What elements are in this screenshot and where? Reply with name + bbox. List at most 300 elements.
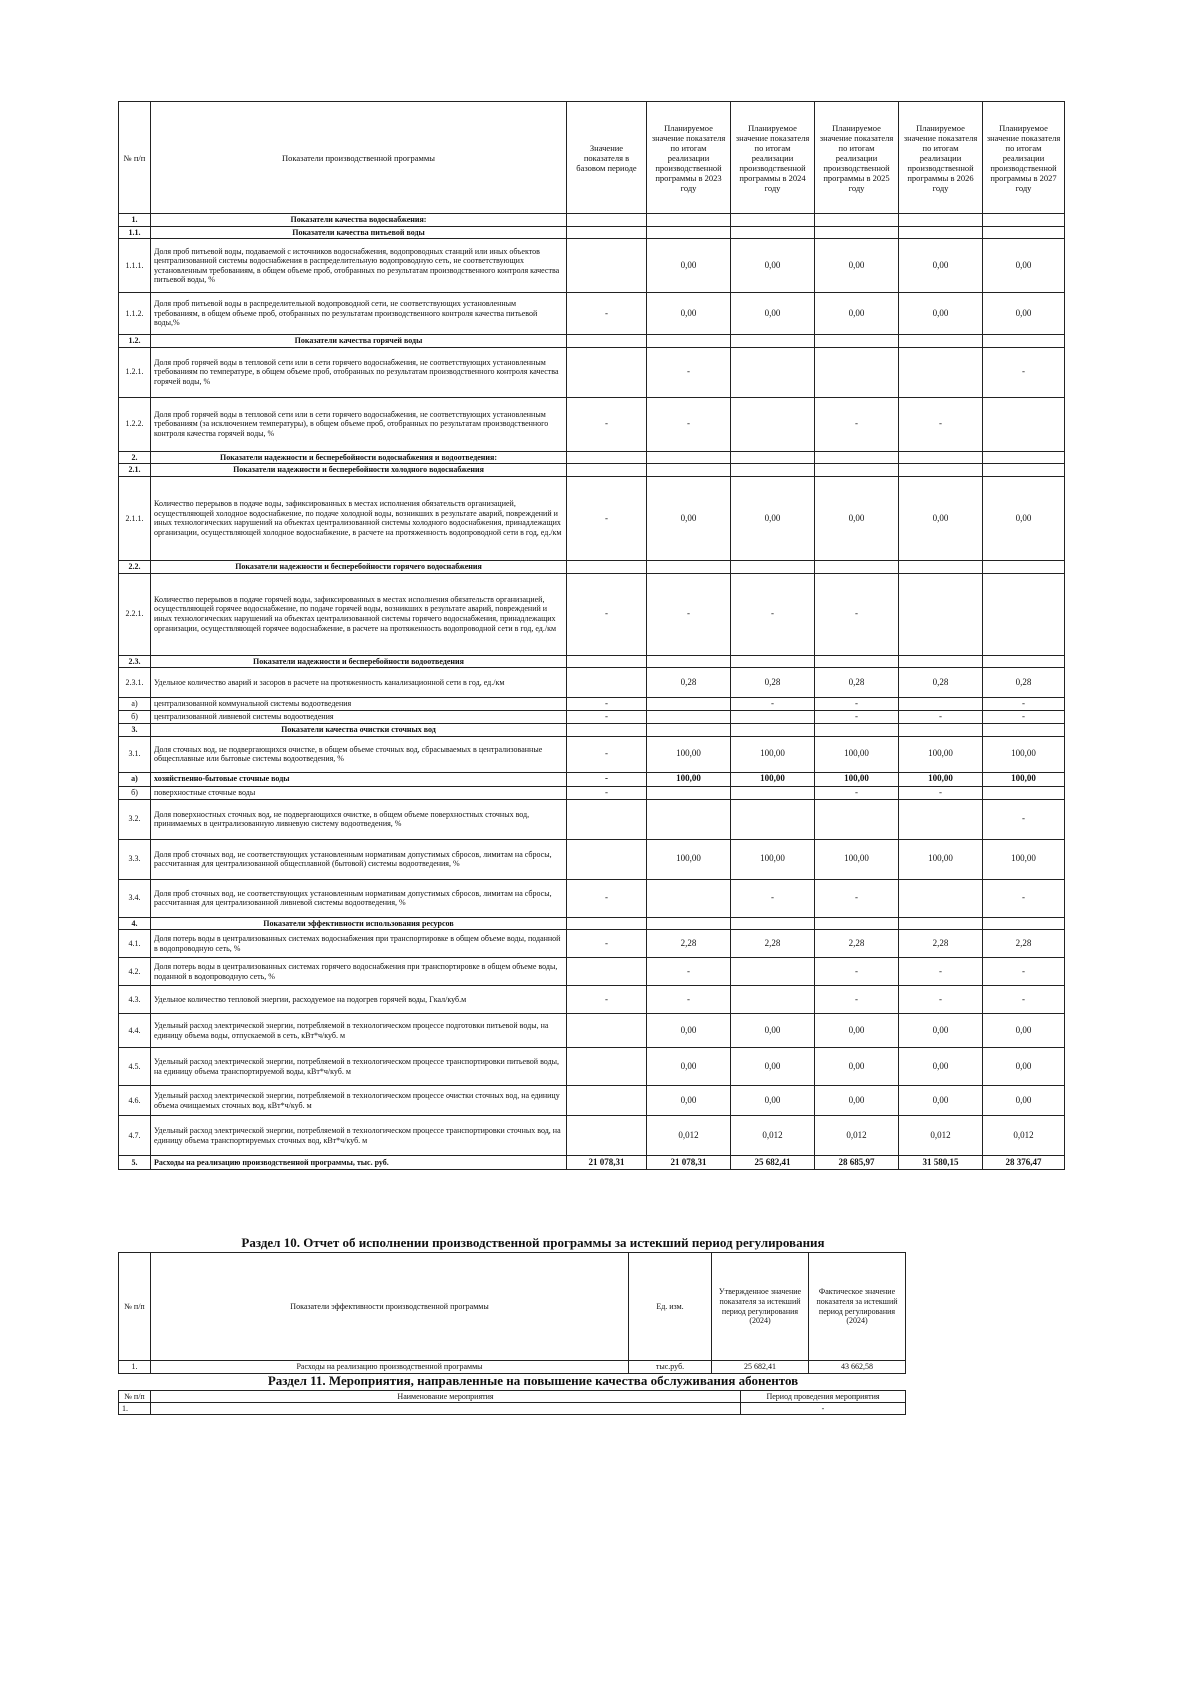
value-base: - [567, 476, 647, 560]
s11-num: 1. [119, 1403, 151, 1415]
value-2024 [731, 560, 815, 573]
value-2024: 0,00 [731, 476, 815, 560]
value-2027: 0,00 [983, 476, 1065, 560]
s10-actual: 43 662,58 [809, 1361, 906, 1374]
indicator-name: централизованной коммунальной системы водоотведения [151, 698, 567, 711]
row-number: 1.1.1. [119, 239, 151, 293]
value-2024 [731, 917, 815, 930]
s10-header-approved: Утвержденное значение показателя за истекший период регулирования (2024) [712, 1253, 809, 1361]
value-base: - [567, 397, 647, 451]
table-row [119, 799, 1065, 839]
value-2023 [647, 786, 731, 799]
indicator-name: Удельный расход электрической энергии, потребляемой в технологическом процессе транспортировки сточных вод, на единицу объема транспортируемых сточных вод, кВт*ч/куб. м [151, 1116, 567, 1156]
value-2024: 100,00 [731, 772, 815, 786]
value-2023 [647, 560, 731, 573]
section-heading: Показатели надежности и бесперебойности водоснабжения и водоотведения: [151, 451, 567, 464]
value-2027 [983, 397, 1065, 451]
value-2023: - [647, 986, 731, 1014]
section-10-table [118, 1252, 906, 1374]
section-heading: Показатели эффективности использования ресурсов [151, 917, 567, 930]
value-2025 [815, 560, 899, 573]
value-2023 [647, 698, 731, 711]
value-2023: 100,00 [647, 736, 731, 772]
value-2025: 0,00 [815, 476, 899, 560]
indicator-name: Удельный расход электрической энергии, потребляемой в технологическом процессе подготовки питьевой воды, на единицу объема воды, отпускаемой в сеть, кВт*ч/куб. м [151, 1014, 567, 1048]
value-base [567, 335, 647, 348]
value-2025 [815, 335, 899, 348]
row-number: 4.1. [119, 930, 151, 958]
value-base [567, 464, 647, 477]
value-2027: 28 376,47 [983, 1156, 1065, 1170]
value-2026 [899, 698, 983, 711]
value-base: - [567, 711, 647, 724]
col-header-2024: Планируемое значение показателя по итогам реализации производственной программы в 2024 году [731, 102, 815, 214]
value-2026 [899, 214, 983, 227]
s10-num: 1. [119, 1361, 151, 1374]
indicator-name: Доля потерь воды в централизованных системах горячего водоснабжения при транспортировке в общем объеме воды, поданной в водопроводную сеть, % [151, 958, 567, 986]
table-row [119, 1156, 1065, 1170]
value-2024: 0,00 [731, 293, 815, 335]
row-number: 4.6. [119, 1086, 151, 1116]
table-row [119, 786, 1065, 799]
value-2024: 0,28 [731, 668, 815, 698]
indicator-name: Удельное количество аварий и засоров в расчете на протяженность канализационной сети в год, ед./км [151, 668, 567, 698]
value-2024: - [731, 573, 815, 655]
value-2025 [815, 451, 899, 464]
indicator-name: Количество перерывов в подаче воды, зафиксированных в местах исполнения обязательств организацией, осуществляющей холодное водоснабжение, по подаче холодной воды, возникших в результате аварий, повреждений и иных технологических нарушений на объектах централизованной системы холодного водоснабжения, принадлежащих организации, осуществляющей холодное водоснабжение, в расчете на протяженность водопроводной сети в год, ед./км [151, 476, 567, 560]
value-2023: 0,00 [647, 239, 731, 293]
value-2025: 28 685,97 [815, 1156, 899, 1170]
value-2026: 0,00 [899, 1048, 983, 1086]
value-2026: 0,00 [899, 1014, 983, 1048]
value-base [567, 1048, 647, 1086]
section-heading: Показатели надежности и бесперебойности горячего водоснабжения [151, 560, 567, 573]
col-header-name: Показатели производственной программы [151, 102, 567, 214]
value-2026: 0,012 [899, 1116, 983, 1156]
value-2024: 0,00 [731, 1086, 815, 1116]
table-row [119, 1116, 1065, 1156]
table-row [119, 698, 1065, 711]
s10-unit: тыс.руб. [629, 1361, 712, 1374]
value-2023: - [647, 573, 731, 655]
value-2027 [983, 724, 1065, 737]
value-2026 [899, 799, 983, 839]
s10-header-actual: Фактическое значение показателя за истекший период регулирования (2024) [809, 1253, 906, 1361]
value-2027: 0,012 [983, 1116, 1065, 1156]
table-row [119, 1403, 906, 1415]
value-base: - [567, 879, 647, 917]
value-2027: - [983, 347, 1065, 397]
value-2026: - [899, 786, 983, 799]
table-row [119, 668, 1065, 698]
table-row [119, 986, 1065, 1014]
section-row [119, 335, 1065, 348]
table-row [119, 239, 1065, 293]
value-2025: 0,00 [815, 1086, 899, 1116]
value-base [567, 655, 647, 668]
value-2026 [899, 226, 983, 239]
value-base [567, 1116, 647, 1156]
value-base: - [567, 930, 647, 958]
value-2023 [647, 724, 731, 737]
value-2023 [647, 799, 731, 839]
row-number: б) [119, 786, 151, 799]
value-2023: 21 078,31 [647, 1156, 731, 1170]
value-2026: 2,28 [899, 930, 983, 958]
value-base [567, 724, 647, 737]
value-2026 [899, 347, 983, 397]
section-10-title: Раздел 10. Отчет об исполнении производственной программы за истекший период регулирования [241, 1235, 825, 1250]
value-2025: - [815, 786, 899, 799]
table-row [119, 1361, 906, 1374]
value-2027: - [983, 799, 1065, 839]
table-row [119, 958, 1065, 986]
value-2027: 2,28 [983, 930, 1065, 958]
s11-period: - [741, 1403, 906, 1415]
value-base [567, 560, 647, 573]
row-number: 2.3.1. [119, 668, 151, 698]
value-2024: - [731, 698, 815, 711]
value-2024 [731, 799, 815, 839]
value-2023: 0,00 [647, 1048, 731, 1086]
row-number: 3.2. [119, 799, 151, 839]
value-2027: - [983, 711, 1065, 724]
value-2027: - [983, 986, 1065, 1014]
row-number: 2. [119, 451, 151, 464]
indicator-name: Доля проб питьевой воды, подаваемой с источников водоснабжения, водопроводных станций или иных объектов централизованной системы водоснабжения в распределительную водопроводную сеть, не соответствующих установленным требованиям, в общем объеме проб, отобранных по результатам производственного контроля качества питьевой воды, % [151, 239, 567, 293]
value-2026: - [899, 958, 983, 986]
table-row [119, 930, 1065, 958]
value-2024 [731, 711, 815, 724]
row-number: 4.3. [119, 986, 151, 1014]
value-2025 [815, 214, 899, 227]
value-2026: 0,28 [899, 668, 983, 698]
value-base: - [567, 698, 647, 711]
section-row [119, 560, 1065, 573]
value-base [567, 917, 647, 930]
value-2027: 0,00 [983, 293, 1065, 335]
table-row [119, 293, 1065, 335]
value-2026 [899, 724, 983, 737]
table-header-row [119, 102, 1065, 214]
row-number: 1.1. [119, 226, 151, 239]
value-2023: 0,00 [647, 1014, 731, 1048]
indicator-name: Доля поверхностных сточных вод, не подвергающихся очистке, в общем объеме поверхностных сточных вод, принимаемых в централизованную ливневую систему водоотведения, % [151, 799, 567, 839]
value-2025: 100,00 [815, 736, 899, 772]
value-2023 [647, 655, 731, 668]
value-2027 [983, 214, 1065, 227]
value-2024 [731, 451, 815, 464]
value-2026 [899, 560, 983, 573]
value-2025: 0,012 [815, 1116, 899, 1156]
indicator-name: Доля проб горячей воды в тепловой сети или в сети горячего водоснабжения, не соответствующих установленным требованиям по температуре, в общем объеме проб, отобранных по результатам производственного контроля качества горячей воды, % [151, 347, 567, 397]
value-2024 [731, 214, 815, 227]
section-11-header-row [119, 1391, 906, 1403]
row-number: 4.5. [119, 1048, 151, 1086]
value-2027 [983, 464, 1065, 477]
row-number: б) [119, 711, 151, 724]
section-heading: Показатели качества очистки сточных вод [151, 724, 567, 737]
value-2024: 2,28 [731, 930, 815, 958]
value-2027: 0,00 [983, 239, 1065, 293]
table-row [119, 1086, 1065, 1116]
value-2023 [647, 335, 731, 348]
value-2025 [815, 226, 899, 239]
value-2025: 100,00 [815, 772, 899, 786]
indicator-name: Удельное количество тепловой энергии, расходуемое на подогрев горячей воды, Гкал/куб.м [151, 986, 567, 1014]
value-2023: 0,28 [647, 668, 731, 698]
value-2023 [647, 917, 731, 930]
value-2027: 0,00 [983, 1086, 1065, 1116]
table-row [119, 476, 1065, 560]
row-number: 2.2. [119, 560, 151, 573]
value-2023: - [647, 397, 731, 451]
value-2024 [731, 958, 815, 986]
value-2024: 100,00 [731, 736, 815, 772]
value-2024 [731, 397, 815, 451]
value-2026: 0,00 [899, 293, 983, 335]
value-2026: - [899, 711, 983, 724]
table-body [119, 214, 1065, 1170]
table-row [119, 772, 1065, 786]
indicator-name: Удельный расход электрической энергии, потребляемой в технологическом процессе очистки сточных вод, на единицу объема очищаемых сточных вод, кВт*ч/куб. м [151, 1086, 567, 1116]
value-2025: - [815, 986, 899, 1014]
indicator-name: Количество перерывов в подаче горячей воды, зафиксированных в местах исполнения обязательств организацией, осуществляющей горячее водоснабжение, по подаче горячей воды, возникших в результате аварий, повреждений и иных технологических нарушений на объектах централизованной системы горячего водоснабжения, принадлежащих организации, осуществляющей горячее водоснабжение, в расчете на протяженность водопроводной сети в год, ед./км [151, 573, 567, 655]
value-2026: - [899, 986, 983, 1014]
value-2026: 100,00 [899, 839, 983, 879]
indicator-name: Доля проб горячей воды в тепловой сети или в сети горячего водоснабжения, не соответствующих установленным требованиям (за исключением температуры), в общем объеме проб, отобранных по результатам производственного контроля качества горячей воды, % [151, 397, 567, 451]
value-2025: 100,00 [815, 839, 899, 879]
production-program-table [118, 101, 1065, 1170]
value-2026: 31 580,15 [899, 1156, 983, 1170]
value-base: - [567, 986, 647, 1014]
s11-header-num: № п/п [119, 1391, 151, 1403]
value-2025: - [815, 698, 899, 711]
row-number: 3.3. [119, 839, 151, 879]
value-base [567, 226, 647, 239]
section-heading: Показатели качества питьевой воды [151, 226, 567, 239]
row-number: 2.1. [119, 464, 151, 477]
row-number: 4. [119, 917, 151, 930]
s10-header-unit: Ед. изм. [629, 1253, 712, 1361]
value-2025 [815, 724, 899, 737]
value-2027 [983, 560, 1065, 573]
section-row [119, 451, 1065, 464]
value-base [567, 347, 647, 397]
section-11-title: Раздел 11. Мероприятия, направленные на повышение качества обслуживания абонентов [267, 1373, 799, 1388]
indicator-name: Доля проб сточных вод, не соответствующих установленным нормативам допустимых сбросов, лимитам на сбросы, рассчитанная для централизованной ливневой системы водоотведения, % [151, 879, 567, 917]
s10-header-name: Показатели эффективности производственной программы [151, 1253, 629, 1361]
value-2027: 0,00 [983, 1048, 1065, 1086]
value-base: - [567, 736, 647, 772]
row-number: 3.1. [119, 736, 151, 772]
row-number: 3. [119, 724, 151, 737]
row-number: 1.2.1. [119, 347, 151, 397]
value-2023: 0,012 [647, 1116, 731, 1156]
value-2025: 0,00 [815, 1014, 899, 1048]
value-2025: 0,00 [815, 1048, 899, 1086]
row-number: 4.7. [119, 1116, 151, 1156]
value-2023: 100,00 [647, 772, 731, 786]
s10-approved: 25 682,41 [712, 1361, 809, 1374]
table-row [119, 397, 1065, 451]
value-2023: - [647, 347, 731, 397]
value-2027 [983, 335, 1065, 348]
section-heading: Показатели качества горячей воды [151, 335, 567, 348]
row-number: а) [119, 772, 151, 786]
value-2023: 2,28 [647, 930, 731, 958]
value-2027 [983, 573, 1065, 655]
value-2024 [731, 226, 815, 239]
table-row [119, 839, 1065, 879]
row-number: 4.4. [119, 1014, 151, 1048]
value-2025 [815, 799, 899, 839]
value-2027 [983, 655, 1065, 668]
value-2026: - [899, 397, 983, 451]
value-2027: 100,00 [983, 736, 1065, 772]
value-2027: - [983, 698, 1065, 711]
table-row [119, 736, 1065, 772]
value-2023: - [647, 958, 731, 986]
value-2027: 100,00 [983, 839, 1065, 879]
value-2027: - [983, 958, 1065, 986]
value-2027: 100,00 [983, 772, 1065, 786]
value-2027 [983, 226, 1065, 239]
value-2024: 25 682,41 [731, 1156, 815, 1170]
value-base: - [567, 786, 647, 799]
value-2024: 100,00 [731, 839, 815, 879]
value-2023 [647, 451, 731, 464]
value-base [567, 668, 647, 698]
value-base: 21 078,31 [567, 1156, 647, 1170]
row-number: 1.2.2. [119, 397, 151, 451]
section-row [119, 917, 1065, 930]
value-2025 [815, 347, 899, 397]
value-2026 [899, 335, 983, 348]
value-2024 [731, 335, 815, 348]
col-header-num: № п/п [119, 102, 151, 214]
row-number: 4.2. [119, 958, 151, 986]
value-2026: 100,00 [899, 736, 983, 772]
value-2023 [647, 226, 731, 239]
value-base: - [567, 772, 647, 786]
row-number: 1.1.2. [119, 293, 151, 335]
table-row [119, 573, 1065, 655]
value-2025: - [815, 879, 899, 917]
section-heading: Показатели надежности и бесперебойности холодного водоснабжения [151, 464, 567, 477]
section-10-header-row [119, 1253, 906, 1361]
value-2023 [647, 879, 731, 917]
value-2023 [647, 711, 731, 724]
value-base [567, 239, 647, 293]
value-2025: 0,00 [815, 293, 899, 335]
row-number: 1.2. [119, 335, 151, 348]
value-2023 [647, 214, 731, 227]
value-2026 [899, 655, 983, 668]
row-number: 2.2.1. [119, 573, 151, 655]
value-2024: 0,00 [731, 239, 815, 293]
col-header-base: Значение показателя в базовом периоде [567, 102, 647, 214]
value-2024 [731, 655, 815, 668]
value-2024: 0,00 [731, 1048, 815, 1086]
value-2024 [731, 986, 815, 1014]
indicator-name: Доля сточных вод, не подвергающихся очистке, в общем объеме сточных вод, сбрасываемых в централизованные общесплавные или бытовые системы водоотведения, % [151, 736, 567, 772]
table-row [119, 879, 1065, 917]
value-base [567, 451, 647, 464]
row-number: 3.4. [119, 879, 151, 917]
value-2025 [815, 917, 899, 930]
section-11-table [118, 1390, 906, 1415]
value-base [567, 214, 647, 227]
value-2024 [731, 724, 815, 737]
value-2024 [731, 464, 815, 477]
s11-header-period: Период проведения мероприятия [741, 1391, 906, 1403]
table-row [119, 347, 1065, 397]
indicator-name: централизованной ливневой системы водоотведения [151, 711, 567, 724]
s11-name [151, 1403, 741, 1415]
value-2025: 0,28 [815, 668, 899, 698]
indicator-name: Удельный расход электрической энергии, потребляемой в технологическом процессе транспортировки питьевой воды, на единицу объема транспортируемой воды, кВт*ч/куб. м [151, 1048, 567, 1086]
value-2027 [983, 451, 1065, 464]
value-2025: - [815, 397, 899, 451]
value-2027: 0,00 [983, 1014, 1065, 1048]
value-2023 [647, 464, 731, 477]
value-base: - [567, 293, 647, 335]
table-row [119, 1048, 1065, 1086]
value-2024: 0,012 [731, 1116, 815, 1156]
value-base [567, 1086, 647, 1116]
value-2024 [731, 786, 815, 799]
value-2026 [899, 451, 983, 464]
table-row [119, 711, 1065, 724]
col-header-2027: Планируемое значение показателя по итогам реализации производственной программы в 2027 году [983, 102, 1065, 214]
row-number: 2.3. [119, 655, 151, 668]
value-2026 [899, 917, 983, 930]
value-2023: 100,00 [647, 839, 731, 879]
col-header-2026: Планируемое значение показателя по итогам реализации производственной программы в 2026 году [899, 102, 983, 214]
value-2025: 0,00 [815, 239, 899, 293]
indicator-name: Доля потерь воды в централизованных системах водоснабжения при транспортировке в общем объеме воды, поданной в водопроводную сеть, % [151, 930, 567, 958]
col-header-2023: Планируемое значение показателя по итогам реализации производственной программы в 2023 году [647, 102, 731, 214]
value-2025: - [815, 573, 899, 655]
value-2023: 0,00 [647, 1086, 731, 1116]
value-base [567, 839, 647, 879]
indicator-name: Доля проб сточных вод, не соответствующих установленным нормативам допустимых сбросов, лимитам на сбросы, рассчитанная для централизованной общесплавной (бытовой) системы водоотведения, % [151, 839, 567, 879]
indicator-name: Доля проб питьевой воды в распределительной водопроводной сети, не соответствующих установленным требованиям, в общем объеме проб, отобранных по результатам производственного контроля качества питьевой воды,% [151, 293, 567, 335]
s10-name: Расходы на реализацию производственной программы [151, 1361, 629, 1374]
section-row [119, 464, 1065, 477]
value-2027: 0,28 [983, 668, 1065, 698]
value-2027: - [983, 879, 1065, 917]
col-header-2025: Планируемое значение показателя по итогам реализации производственной программы в 2025 году [815, 102, 899, 214]
value-base: - [567, 573, 647, 655]
indicator-name: поверхностные сточные воды [151, 786, 567, 799]
value-2026: 0,00 [899, 1086, 983, 1116]
value-2026 [899, 464, 983, 477]
section-heading: Показатели качества водоснабжения: [151, 214, 567, 227]
value-2026: 0,00 [899, 239, 983, 293]
value-2025: - [815, 958, 899, 986]
value-2023: 0,00 [647, 293, 731, 335]
value-base [567, 1014, 647, 1048]
value-2026 [899, 879, 983, 917]
section-row [119, 724, 1065, 737]
indicator-name: хозяйственно-бытовые сточные воды [151, 772, 567, 786]
row-number: 1. [119, 214, 151, 227]
row-number: а) [119, 698, 151, 711]
row-number: 5. [119, 1156, 151, 1170]
value-2025: - [815, 711, 899, 724]
